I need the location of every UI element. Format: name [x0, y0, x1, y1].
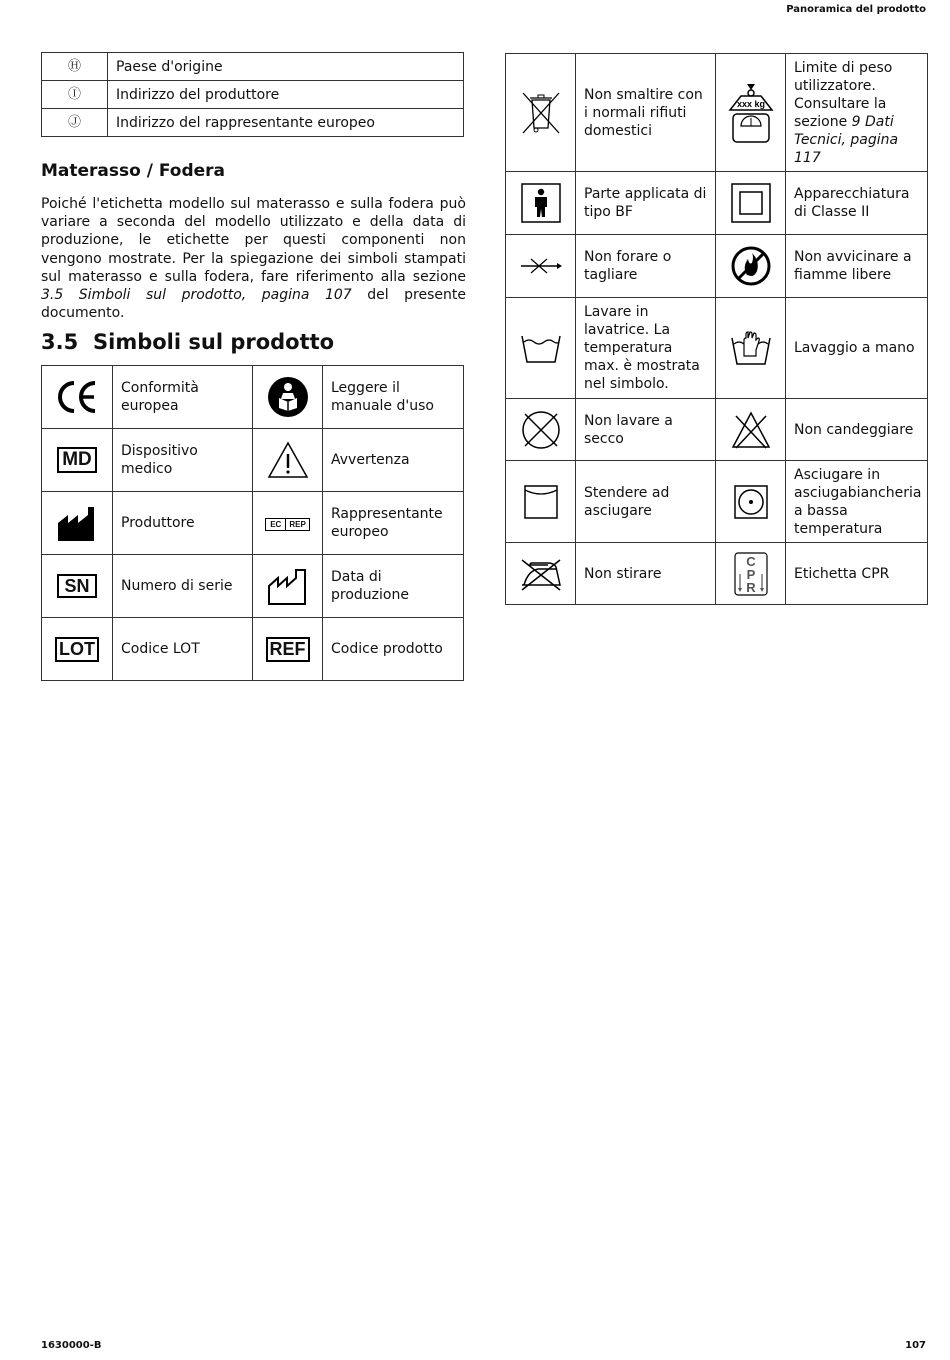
- ce-mark-icon: [42, 366, 113, 429]
- symbol-label: Parte applicata di tipo BF: [576, 172, 716, 235]
- cpr-letter-r: R: [745, 579, 756, 595]
- symbol-label: Non smaltire con i normali rifiuti domestici: [576, 54, 716, 172]
- weight-limit-icon: [716, 54, 786, 172]
- weight-limit-label: Limite di peso utilizzatore. Consultare la sezione: [794, 59, 893, 130]
- machine-wash-icon: [506, 298, 576, 399]
- class-ii-icon: [716, 172, 786, 235]
- ref-icon: [253, 618, 323, 681]
- symbol-label: Avvertenza: [323, 429, 464, 492]
- mattress-heading: Materasso / Fodera: [41, 161, 226, 181]
- circled-h-icon: Ⓗ: [42, 53, 108, 81]
- weee-bin-icon: [506, 54, 576, 172]
- symbol-label: Non avvicinare a fiamme libere: [786, 235, 928, 298]
- table-row: [42, 109, 464, 137]
- symbol-label: Codice prodotto: [323, 618, 464, 681]
- table-row: [42, 429, 464, 492]
- symbol-label: Non candeggiare: [786, 399, 928, 461]
- manufacturer-icon: [42, 492, 113, 555]
- type-bf-icon: [506, 172, 576, 235]
- weight-limit-text: xxx kg: [736, 98, 765, 109]
- table-row: [506, 235, 928, 298]
- symbol-label: Numero di serie: [113, 555, 253, 618]
- page-header-title: Panoramica del prodotto: [786, 4, 926, 15]
- no-dry-clean-icon: [506, 399, 576, 461]
- section-heading: [41, 330, 334, 354]
- table-row: [506, 461, 928, 543]
- cpr-letter-p: P: [746, 566, 755, 582]
- mattress-text-2: del presente documento.: [41, 287, 466, 322]
- symbol-label: Stendere ad asciugare: [576, 461, 716, 543]
- symbol-label: Lavaggio a mano: [786, 298, 928, 399]
- table-row: [42, 366, 464, 429]
- md-icon: [42, 429, 113, 492]
- manufacturer-address-label: Indirizzo del produttore: [108, 81, 464, 109]
- symbol-label: Non lavare a secco: [576, 399, 716, 461]
- symbol-label: Dispositivo medico: [113, 429, 253, 492]
- sn-icon-text: SN: [57, 574, 96, 598]
- doc-number: 1630000-B: [41, 1340, 102, 1351]
- symbol-label: Leggere il manuale d'uso: [323, 366, 464, 429]
- symbol-label: Rappresentante europeo: [323, 492, 464, 555]
- cpr-label-icon: [716, 543, 786, 605]
- ec-rep-icon: [253, 492, 323, 555]
- table-row: [42, 53, 464, 81]
- table-row: [42, 81, 464, 109]
- serial-number-icon: [42, 555, 113, 618]
- no-pierce-icon: [506, 235, 576, 298]
- table-row: [42, 492, 464, 555]
- section-title: Simboli sul prodotto: [93, 330, 335, 354]
- symbol-label: Data di produzione: [323, 555, 464, 618]
- read-manual-icon: [253, 366, 323, 429]
- symbol-label: Codice LOT: [113, 618, 253, 681]
- symbol-label: Lavare in lavatrice. La temperatura max. è mostrata nel simbolo.: [576, 298, 716, 399]
- symbol-label: Apparecchiatura di Classe II: [786, 172, 928, 235]
- ref-icon-text: REF: [266, 637, 310, 662]
- manufacture-date-icon: [253, 555, 323, 618]
- no-bleach-icon: [716, 399, 786, 461]
- cpr-letter-c: C: [745, 553, 756, 569]
- table-row: [506, 172, 928, 235]
- md-icon-text: MD: [57, 447, 97, 473]
- symbol-label: Etichetta CPR: [786, 543, 928, 605]
- symbol-label: Non stirare: [576, 543, 716, 605]
- circled-i-icon: Ⓘ: [42, 81, 108, 109]
- table-row: [506, 54, 928, 172]
- symbol-label: Non forare o tagliare: [576, 235, 716, 298]
- eu-rep-address-label: Indirizzo del rappresentante europeo: [108, 109, 464, 137]
- table-row: [506, 543, 928, 605]
- section-link[interactable]: 3.5 Simboli sul prodotto, pagina 107: [41, 287, 352, 304]
- symbol-label: Asciugare in asciugabiancheria a bassa temperatura: [786, 461, 928, 543]
- no-iron-icon: [506, 543, 576, 605]
- mattress-text-1: Poiché l'etichetta modello sul materasso e sulla fodera può variare a seconda del modello utilizzato e della data di produzione, le etichette per questi componenti non vengono mostrate. Per la spiegazione dei simboli stampati sul materasso e sulla fodera, fare riferimento alla sezione: [41, 196, 466, 285]
- origin-address-table: [41, 52, 464, 137]
- technical-data-link[interactable]: 9 Dati Tecnici, pagina 117: [794, 113, 899, 166]
- circled-j-icon: Ⓙ: [42, 109, 108, 137]
- table-row: [42, 618, 464, 681]
- table-row: [506, 298, 928, 399]
- lot-icon: [42, 618, 113, 681]
- section-number: 3.5: [41, 330, 79, 354]
- symbols-table-right: [505, 53, 928, 605]
- origin-country-label: Paese d'origine: [108, 53, 464, 81]
- symbol-label: Produttore: [113, 492, 253, 555]
- warning-icon: [253, 429, 323, 492]
- page-number: 107: [905, 1340, 926, 1351]
- symbol-label: Conformità europea: [113, 366, 253, 429]
- table-row: [42, 555, 464, 618]
- symbol-label: [786, 54, 928, 172]
- line-dry-icon: [506, 461, 576, 543]
- ec-rep-text-rep: REP: [289, 520, 306, 529]
- ec-rep-text-ec: EC: [266, 519, 286, 530]
- hand-wash-icon: [716, 298, 786, 399]
- table-row: [506, 399, 928, 461]
- lot-icon-text: LOT: [55, 637, 99, 662]
- mattress-paragraph: [41, 195, 466, 322]
- tumble-dry-low-icon: [716, 461, 786, 543]
- no-open-flame-icon: [716, 235, 786, 298]
- symbols-table-left: [41, 365, 464, 681]
